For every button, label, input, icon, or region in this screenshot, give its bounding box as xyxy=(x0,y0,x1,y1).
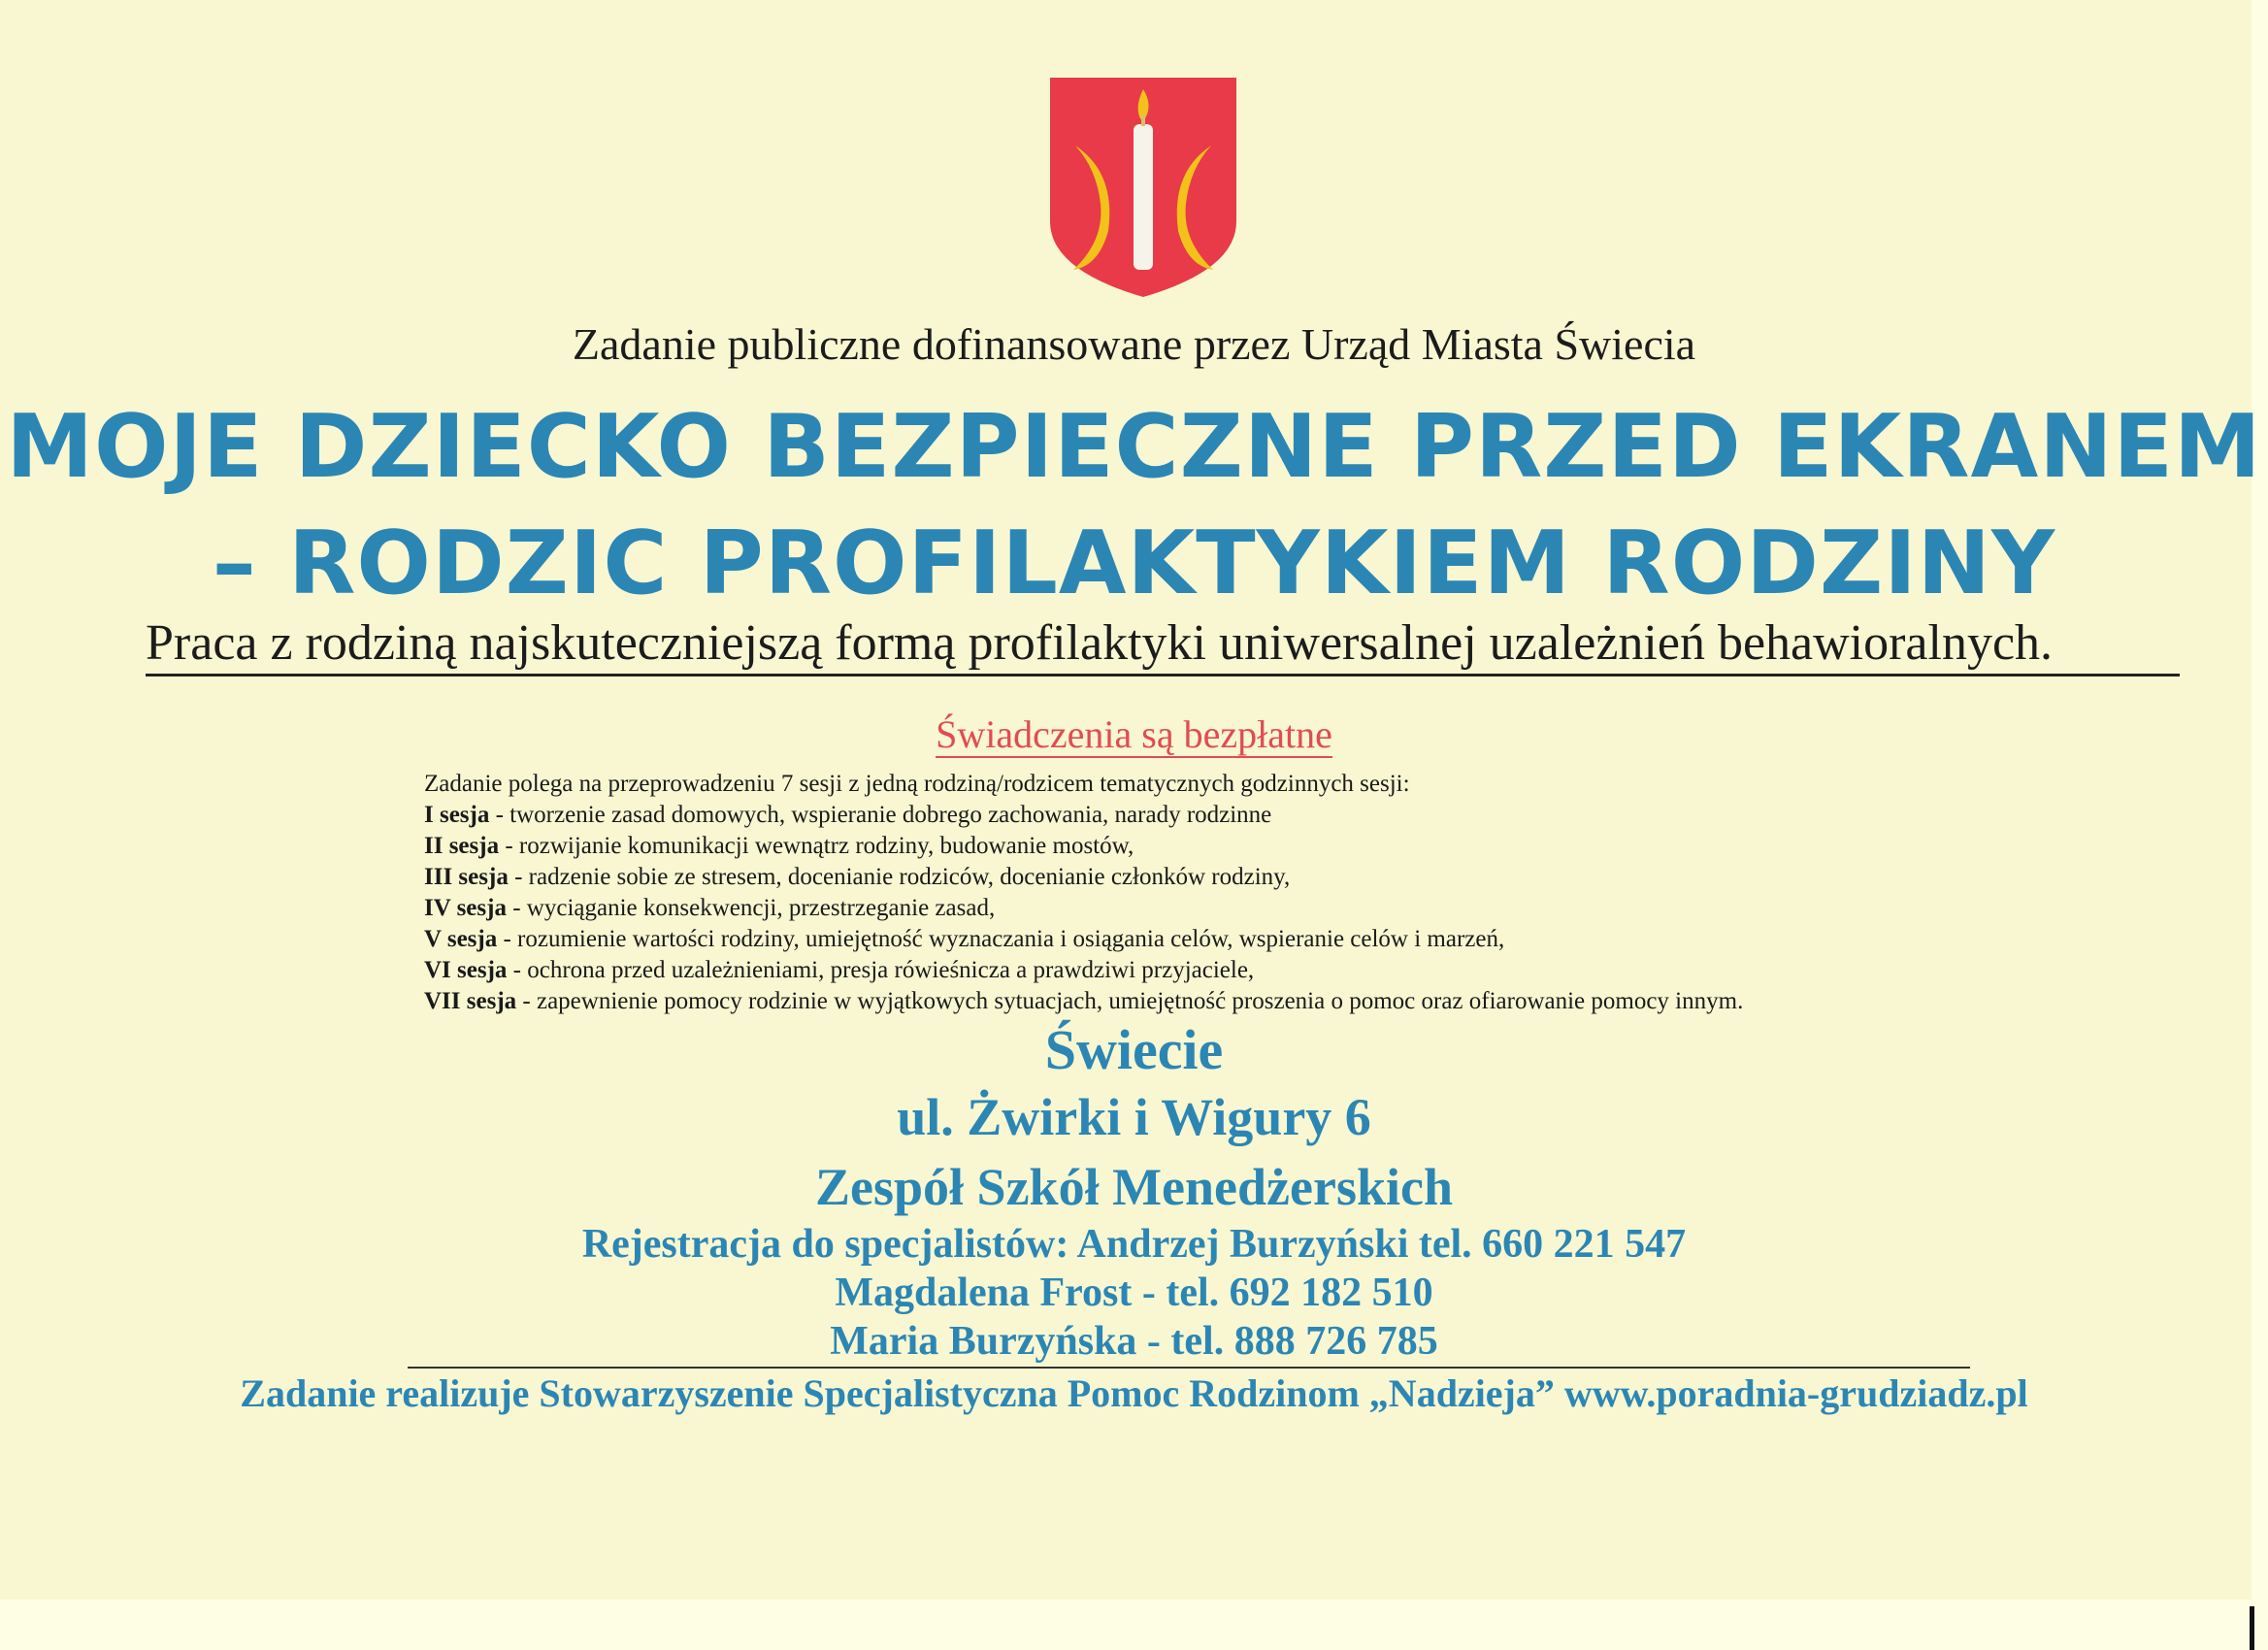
scan-edge-mark xyxy=(2250,1606,2254,1650)
session-text: - zapewnienie pomocy rodzinie w wyjątkowych sytuacjach, umiejętność proszenia o pomoc oraz ofiarowanie pomocy innym. xyxy=(516,988,1744,1014)
session-item xyxy=(424,986,2074,1017)
tagline: Praca z rodziną najskuteczniejszą formą profilaktyki uniwersalnej uzależnień behawioralnych. xyxy=(146,613,2180,676)
session-item xyxy=(424,924,2074,955)
funding-subtitle: Zadanie publiczne dofinansowane przez Urząd Miasta Świecia xyxy=(572,319,1696,369)
session-item xyxy=(424,862,2074,893)
coat-of-arms-icon xyxy=(1048,76,1238,299)
contact-line-3: Maria Burzyńska - tel. 888 726 785 xyxy=(830,1319,1438,1364)
free-services-notice xyxy=(0,711,2268,757)
session-text: - rozumienie wartości rodziny, umiejętność wyznaczania i osiągania celów, wspieranie celów i marzeń, xyxy=(497,926,1505,952)
session-text: - rozwijanie komunikacji wewnątrz rodziny, budowanie mostów, xyxy=(499,833,1134,859)
session-label: VII sesja xyxy=(424,988,517,1014)
contact-line-2: Magdalena Frost - tel. 692 182 510 xyxy=(835,1270,1433,1315)
footer-organizer: Zadanie realizuje Stowarzyszenie Specjalistyczna Pomoc Rodzinom „Nadzieja” www.poradnia-grudziadz.pl xyxy=(240,1371,2028,1415)
session-text: - ochrona przed uzależnieniami, presja rówieśnicza a prawdziwi przyjaciele, xyxy=(507,957,1255,983)
location-street: ul. Żwirki i Wigury 6 xyxy=(897,1088,1371,1146)
session-text: - wyciąganie konsekwencji, przestrzeganie zasad, xyxy=(506,895,996,921)
session-label: V sesja xyxy=(424,926,498,952)
session-label: VI sesja xyxy=(424,957,508,983)
page-title-line-2: – RODZIC PROFILAKTYKIEM RODZINY xyxy=(212,512,2056,614)
session-label: I sesja xyxy=(424,802,490,828)
session-label: III sesja xyxy=(424,864,509,890)
location-venue: Zespół Szkół Menedżerskich xyxy=(815,1158,1453,1216)
session-item xyxy=(424,955,2074,986)
page-title-line-1: MOJE DZIECKO BEZPIECZNE PRZED EKRANEM xyxy=(6,396,2262,498)
registration-contact: Rejestracja do specjalistów: Andrzej Burzyński tel. 660 221 547 xyxy=(581,1222,1687,1267)
location-city: Świecie xyxy=(1044,1018,1224,1081)
session-label: II sesja xyxy=(424,833,500,859)
session-item xyxy=(424,831,2074,862)
session-item xyxy=(424,800,2074,831)
session-label: IV sesja xyxy=(424,895,507,921)
session-item xyxy=(424,893,2074,924)
description-intro: Zadanie polega na przeprowadzeniu 7 sesji z jedną rodziną/rodzicem tematycznych godzinnych sesji: xyxy=(424,771,1410,797)
session-text: - radzenie sobie ze stresem, docenianie rodziców, docenianie członków rodziny, xyxy=(508,864,1291,890)
session-text: - tworzenie zasad domowych, wspieranie dobrego zachowania, narady rodzinne xyxy=(489,802,1272,828)
divider xyxy=(408,1367,1970,1369)
free-services-text: Świadczenia są bezpłatne xyxy=(936,712,1332,756)
session-description xyxy=(424,769,2074,1017)
